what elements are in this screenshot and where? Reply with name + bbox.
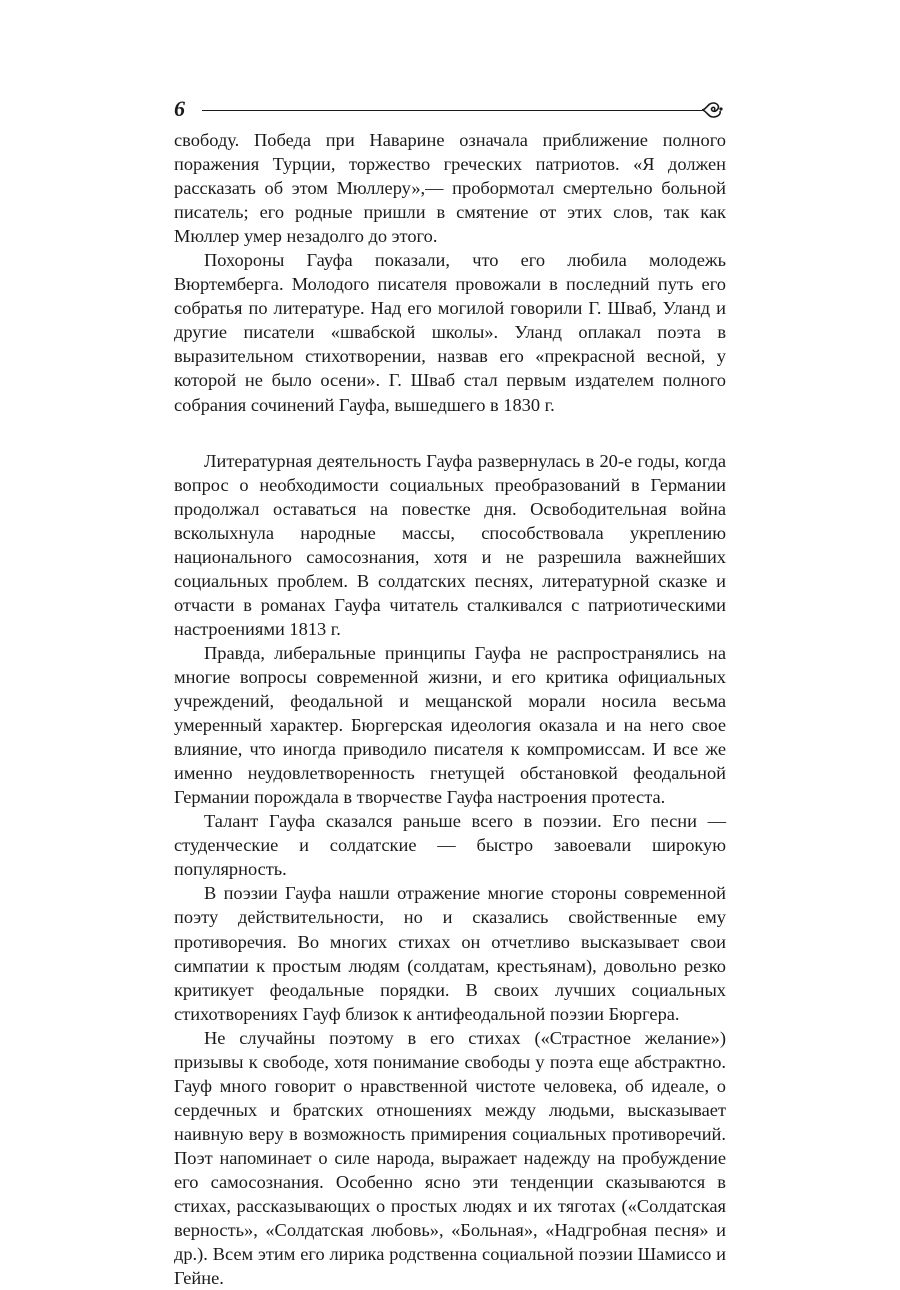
paragraph: Талант Гауфа сказался раньше всего в поэзии. Его песни — студенческие и солдатские — быстро завоевали широкую популярность. [174, 811, 726, 880]
section-break [174, 417, 726, 449]
paragraph: Похороны Гауфа показали, что его любила молодежь Вюртемберга. Молодого писателя провожали в последний путь его собратья по литературе. Над его могилой говорили Г. Шваб, Уланд и другие писатели «швабской школы». Уланд оплакал поэта в выразительном стихотворении, назвав его «прекрасной весной, у которой не было осени». Г. Шваб стал первым издателем полного собрания сочинений Гауфа, вышедшего в 1830 г. [174, 250, 726, 415]
paragraph: Правда, либеральные принципы Гауфа не распространялись на многие вопросы современной жизни, и его критика официальных учреждений, феодальной и мещанской морали носила весьма умеренный характер. Бюргерская идеология оказала и на него свое влияние, что иногда приводило писателя к компромиссам. И все же именно неудовлетворенность гнетущей обстановкой феодальной Германии порождала в творчестве Гауфа настроения протеста. [174, 642, 726, 808]
page-number: 6 [174, 96, 185, 121]
paragraph: Не случайны поэтому в его стихах («Страстное желание») призывы к свободе, хотя понимание свободы у поэта еще абстрактно. Гауф много говорит о нравственной чистоте человека, об идеале, о сердечных и братских отношениях между людьми, высказывает наивную веру в возможность примирения социальных противоречий. Поэт напоминает о силе народа, выражает надежду на пробуждение его самосознания. Особенно ясно эти тенденции сказываются в стихах, рассказывающих о простых людях и их тяготах («Солдатская верность», «Солдатская любовь», «Больная», «Надгробная песня» и др.). Всем этим его лирика родственна социальной поэзии Шамиссо и Гейне. [174, 1027, 726, 1289]
flourish-icon [700, 99, 724, 121]
body-text [174, 128, 726, 1290]
paragraph: Литературная деятельность Гауфа развернулась в 20-е годы, когда вопрос о необходимости социальных преобразований в Германии продолжал оставаться на повестке дня. Освободительная война всколыхнула народные массы, способствовала укреплению национального самосознания, хотя и не разрешила важнейших социальных проблем. В солдатских песнях, литературной сказке и отчасти в романах Гауфа читатель сталкивался с патриотическими настроениями 1813 г. [174, 450, 726, 639]
header-rule [202, 110, 702, 111]
paragraph: свободу. Победа при Наварине означала приближение полного поражения Турции, торжество греческих патриотов. «Я должен рассказать об этом Мюллеру»,— пробормотал смертельно больной писатель; его родные пришли в смятение от этих слов, так как Мюллер умер незадолго до этого. [174, 130, 726, 247]
page-header [174, 96, 726, 126]
paragraph: В поэзии Гауфа нашли отражение многие стороны современной поэту действительности, но и сказались свойственные ему противоречия. Во многих стихах он отчетливо высказывает свои симпатии к простым людям (солдатам, крестьянам), довольно резко критикует феодальные порядки. В своих лучших социальных стихотворениях Гауф близок к антифеодальной поэзии Бюргера. [174, 883, 726, 1024]
